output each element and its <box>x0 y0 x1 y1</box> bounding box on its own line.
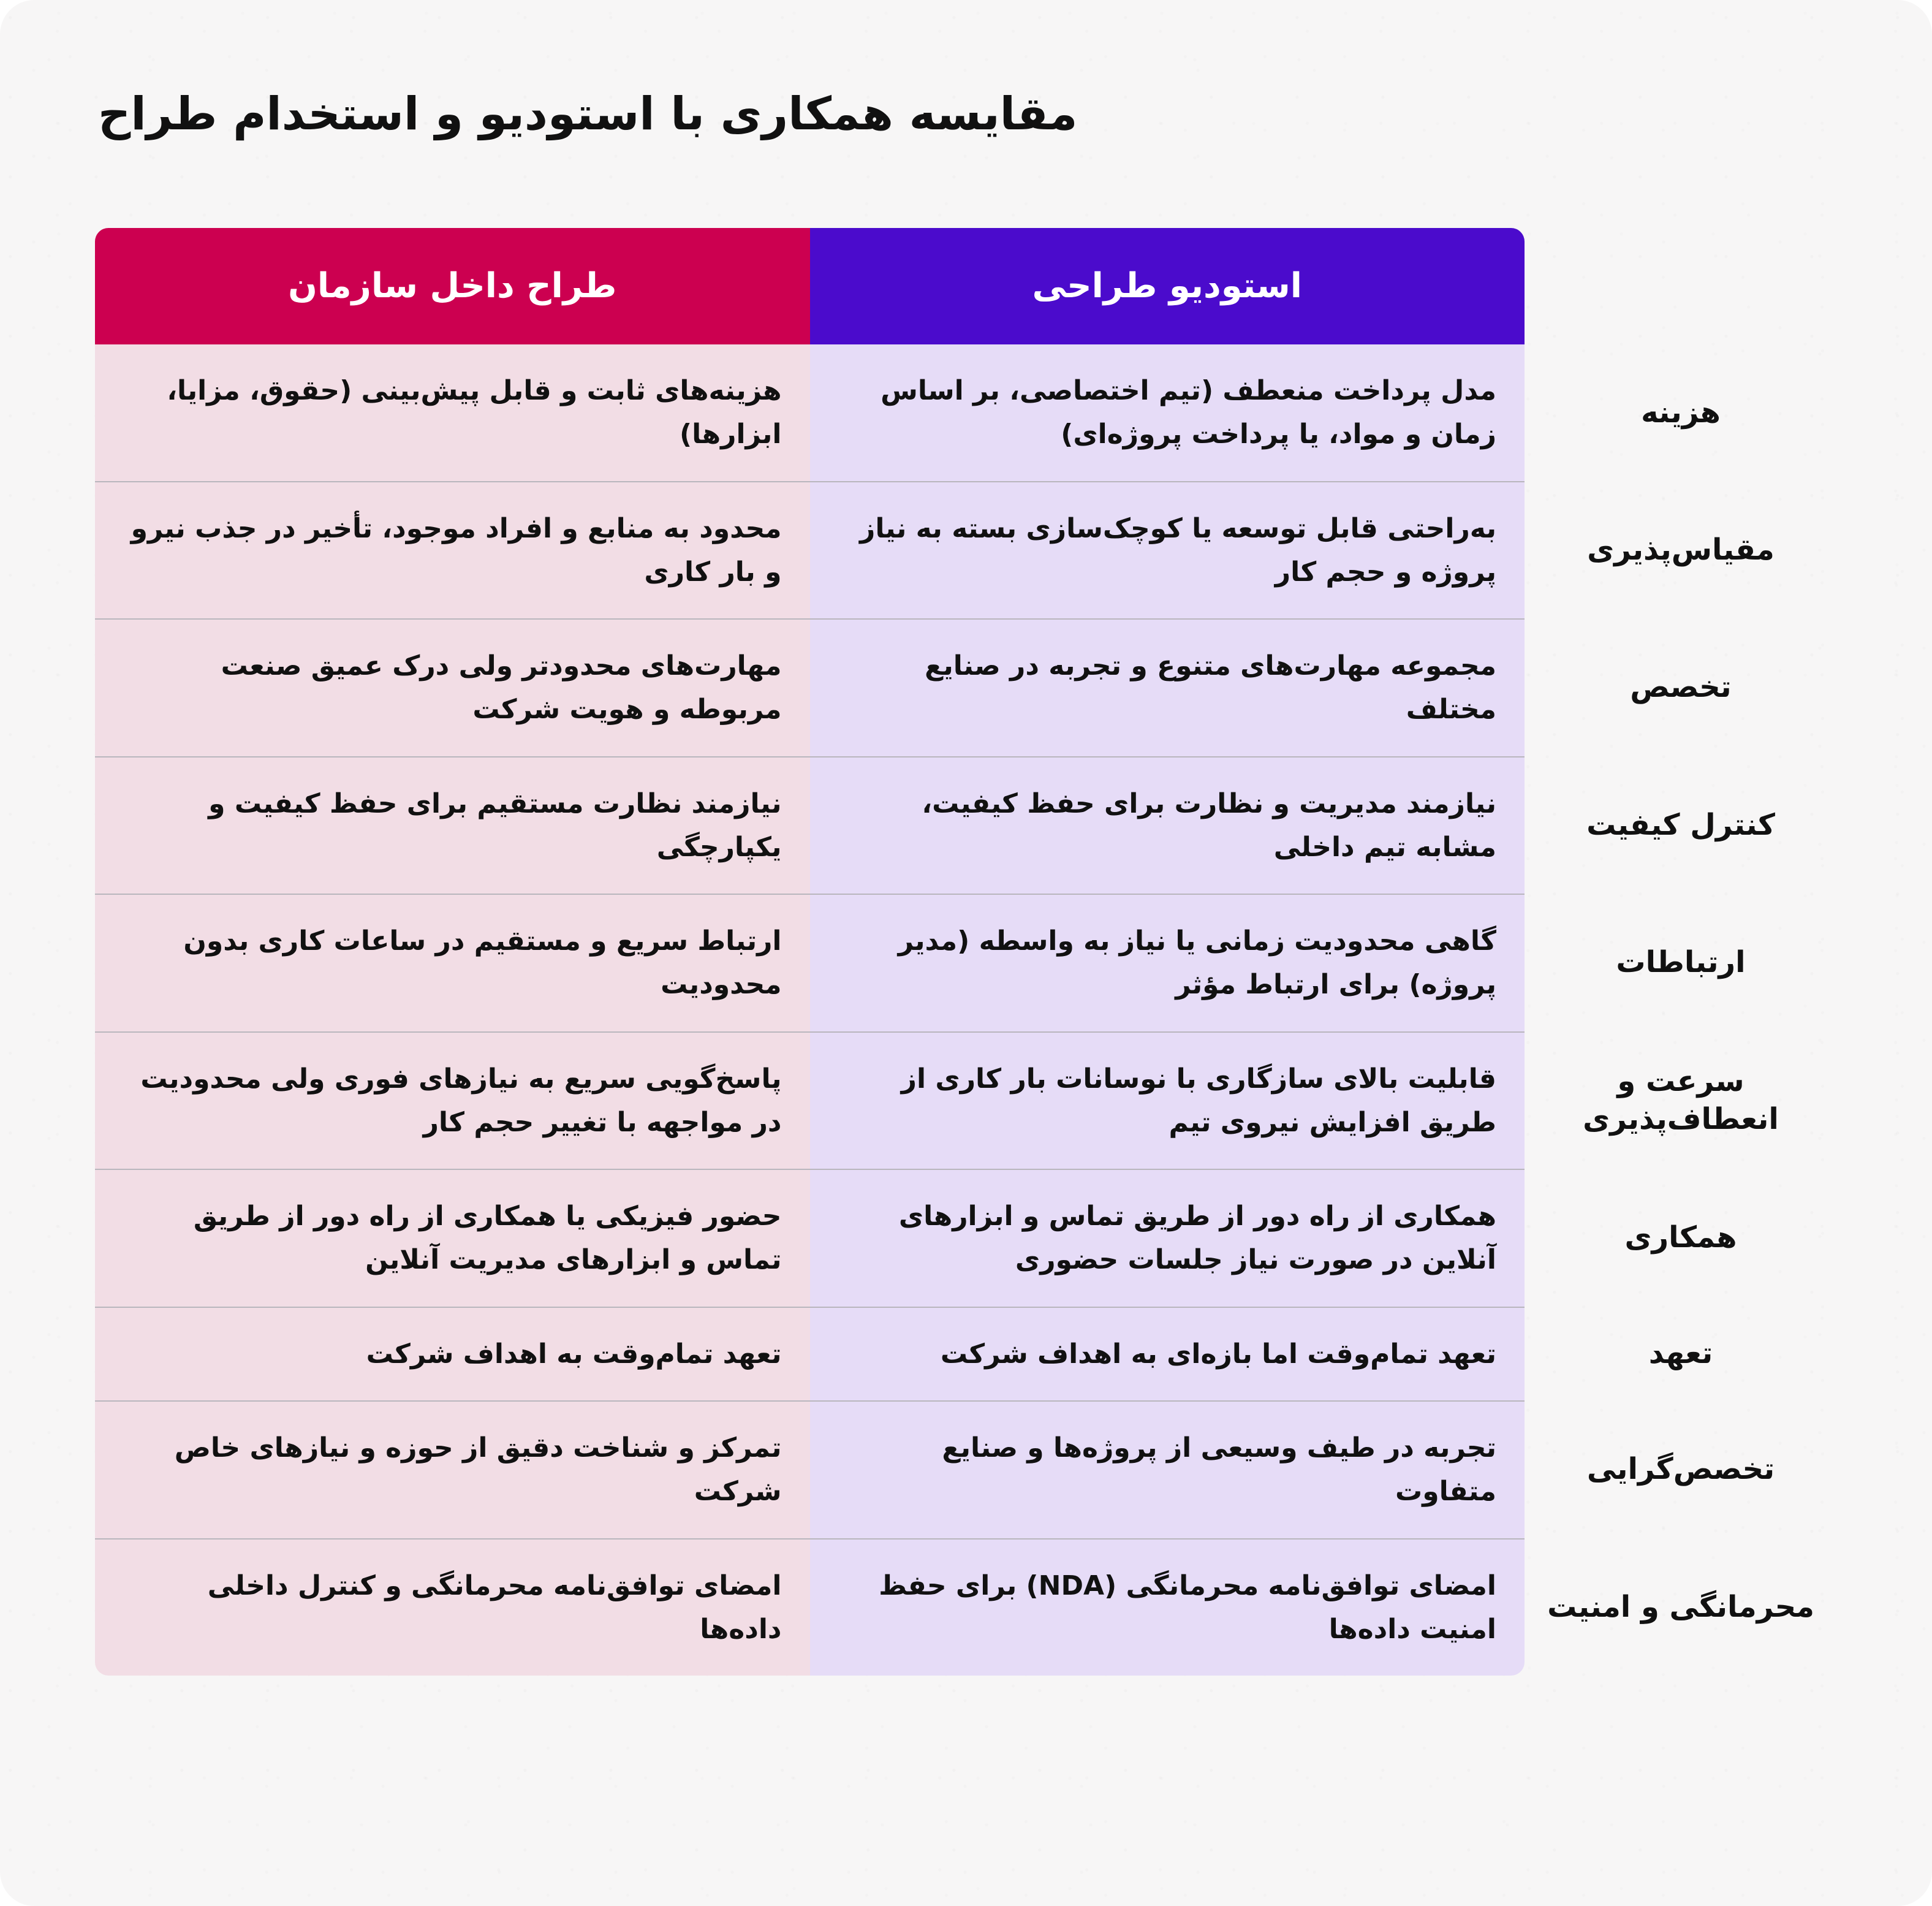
cell-inhouse-designer: پاسخ‌گویی سریع به نیازهای فوری ولی محدودیت در مواجهه با تغییر حجم کار <box>95 1031 810 1169</box>
table-row <box>95 1307 1837 1400</box>
cell-inhouse-designer: تعهد تمام‌وقت به اهداف شرکت <box>95 1307 810 1400</box>
cell-design-studio: مجموعه مهارت‌های متنوع و تجربه در صنایع مختلف <box>810 618 1525 756</box>
table-row <box>95 1169 1837 1307</box>
row-label: تخصص <box>1630 670 1732 705</box>
table-body <box>95 344 1837 1676</box>
table-row <box>95 756 1837 894</box>
page-title-text: مقایسه همکاری با استودیو و استخدام طراح <box>98 88 1078 140</box>
row-label: سرعت و انعطاف‌پذیری <box>1583 1063 1779 1136</box>
cell-inhouse-designer: محدود به منابع و افراد موجود، تأخیر در جذب نیرو و بار کاری <box>95 481 810 619</box>
cell-inhouse-designer: نیازمند نظارت مستقیم برای حفظ کیفیت و یکپارچگی <box>95 756 810 894</box>
cell-design-studio: مدل پرداخت منعطف (تیم اختصاصی، بر اساس زمان و مواد، یا پرداخت پروژه‌ای) <box>810 344 1525 481</box>
table-row <box>95 1031 1837 1169</box>
table-row <box>95 618 1837 756</box>
header-row <box>95 228 1837 344</box>
cell-design-studio: همکاری از راه دور از طریق تماس و ابزارهای آنلاین در صورت نیاز جلسات حضوری <box>810 1169 1525 1307</box>
header-cell-design-studio: استودیو طراحی <box>810 228 1525 344</box>
row-label: تعهد <box>1648 1336 1713 1371</box>
cell-inhouse-designer: هزینه‌های ثابت و قابل پیش‌بینی (حقوق، مزایا، ابزارها) <box>95 344 810 481</box>
row-label: هزینه <box>1641 395 1721 430</box>
cell-design-studio: قابلیت بالای سازگاری با نوسانات بار کاری از طریق افزایش نیروی تیم <box>810 1031 1525 1169</box>
row-label: همکاری <box>1624 1220 1737 1255</box>
row-label: ارتباطات <box>1616 945 1746 980</box>
row-label: مقیاس‌پذیری <box>1587 532 1775 567</box>
table-row <box>95 481 1837 619</box>
comparison-table <box>95 228 1837 1676</box>
page-title <box>98 86 1834 143</box>
row-label: محرمانگی و امنیت <box>1547 1589 1814 1624</box>
cell-inhouse-designer: مهارت‌های محدودتر ولی درک عمیق صنعت مربوطه و هویت شرکت <box>95 618 810 756</box>
comparison-table-container <box>95 228 1837 1676</box>
table-row <box>95 894 1837 1031</box>
cell-inhouse-designer: تمرکز و شناخت دقیق از حوزه و نیازهای خاص شرکت <box>95 1400 810 1538</box>
cell-inhouse-designer: حضور فیزیکی یا همکاری از راه دور از طریق تماس و ابزارهای مدیریت آنلاین <box>95 1169 810 1307</box>
cell-design-studio: تجربه در طیف وسیعی از پروژه‌ها و صنایع متفاوت <box>810 1400 1525 1538</box>
header-cell-inhouse-designer: طراح داخل سازمان <box>95 228 810 344</box>
header-cell-blank <box>1525 228 1837 344</box>
cell-design-studio: تعهد تمام‌وقت اما بازه‌ای به اهداف شرکت <box>810 1307 1525 1400</box>
cell-inhouse-designer: امضای توافق‌نامه محرمانگی و کنترل داخلی داده‌ها <box>95 1538 810 1676</box>
cell-design-studio: گاهی محدودیت زمانی یا نیاز به واسطه (مدیر پروژه) برای ارتباط مؤثر <box>810 894 1525 1031</box>
table-row <box>95 1538 1837 1676</box>
cell-design-studio: نیازمند مدیریت و نظارت برای حفظ کیفیت، مشابه تیم داخلی <box>810 756 1525 894</box>
row-label: تخصص‌گرایی <box>1586 1452 1775 1487</box>
cell-design-studio: امضای توافق‌نامه محرمانگی (NDA) برای حفظ امنیت داده‌ها <box>810 1538 1525 1676</box>
row-label: کنترل کیفیت <box>1586 807 1775 842</box>
cell-design-studio: به‌راحتی قابل توسعه یا کوچک‌سازی بسته به نیاز پروژه و حجم کار <box>810 481 1525 619</box>
table-row <box>95 1400 1837 1538</box>
table-row <box>95 344 1837 481</box>
cell-inhouse-designer: ارتباط سریع و مستقیم در ساعات کاری بدون محدودیت <box>95 894 810 1031</box>
table-header <box>95 228 1837 344</box>
